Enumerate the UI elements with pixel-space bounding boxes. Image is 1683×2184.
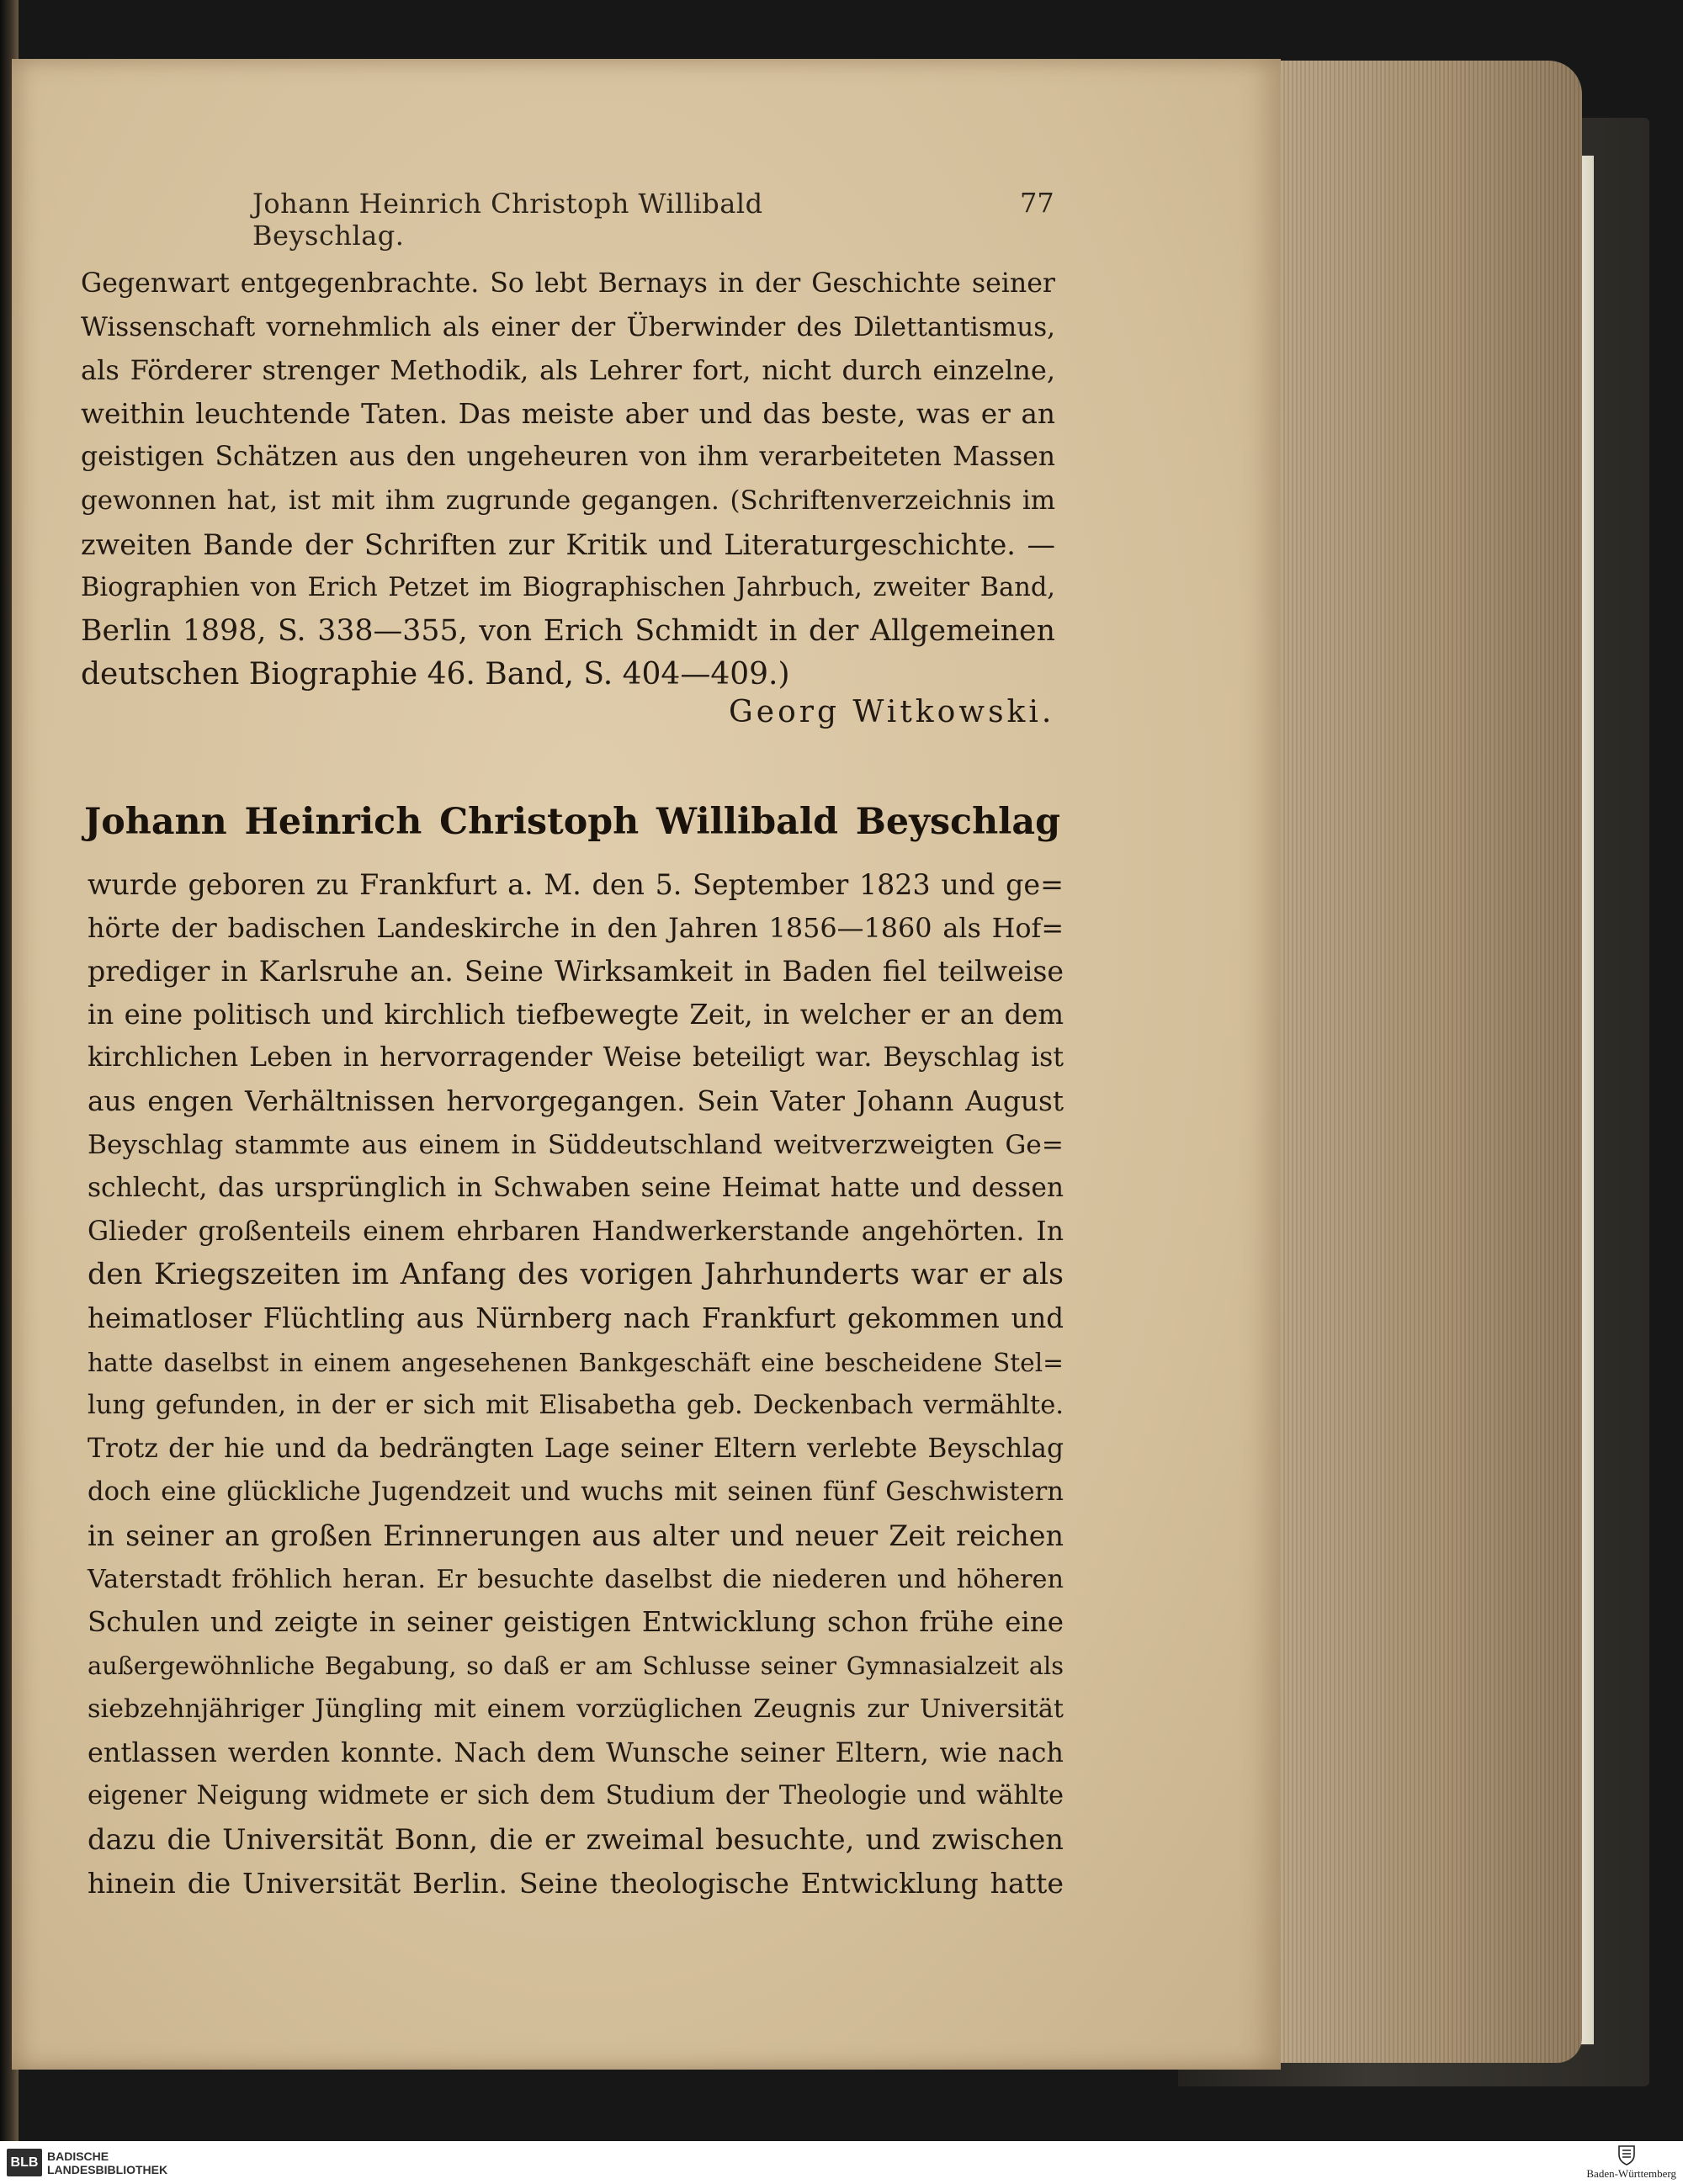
text-line: Glieder großenteils einem ehrbaren Handwerkerstande angehörten. In xyxy=(88,1216,1064,1247)
text-line: zweiten Bande der Schriften zur Kritik und Literaturgeschichte. — xyxy=(81,527,1055,561)
text-line: hinein die Universität Berlin. Seine theologische Entwicklung hatte xyxy=(88,1866,1064,1900)
text-line: hörte der badischen Landeskirche in den Jahren 1856—1860 als Hof= xyxy=(88,911,1064,944)
text-line: hatte daselbst in einem angesehenen Bankgeschäft eine bescheidene Stel= xyxy=(88,1347,1064,1377)
text-line: doch eine glückliche Jugendzeit und wuchs mit seinen fünf Geschwistern xyxy=(88,1477,1064,1508)
text-block-article xyxy=(88,863,1064,1905)
running-head: Johann Heinrich Christoph Willibald Beyschlag. xyxy=(252,188,763,252)
text-line: kirchlichen Leben in hervorragender Weise beteiligt war. Beyschlag ist xyxy=(88,1042,1064,1073)
text-line: Beyschlag stammte aus einem in Süddeutschland weitverzweigten Ge= xyxy=(88,1129,1064,1160)
author-signature: Georg Witkowski. xyxy=(729,695,1055,729)
text-block-previous-article xyxy=(81,262,1055,697)
text-line: heimatloser Flüchtling aus Nürnberg nach Frankfurt gekommen und xyxy=(88,1301,1064,1334)
library-name-line: LANDESBIBLIOTHEK xyxy=(47,2163,168,2176)
text-line: deutschen Biographie 46. Band, S. 404—409.) xyxy=(81,657,790,692)
text-line: wurde geboren zu Frankfurt a. M. den 5. September 1823 und ge= xyxy=(88,868,1064,901)
text-line: prediger in Karlsruhe an. Seine Wirksamkeit in Baden fiel teilweise xyxy=(88,955,1064,989)
text-line: in eine politisch und kirchlich tiefbewegte Zeit, in welcher er an dem xyxy=(88,998,1064,1031)
text-line: den Kriegszeiten im Anfang des vorigen Jahrhunderts war er als xyxy=(88,1258,1064,1292)
coat-of-arms-icon xyxy=(1617,2144,1636,2165)
text-line: siebzehnjähriger Jüngling mit einem vorzüglichen Zeugnis zur Universität xyxy=(88,1694,1064,1725)
viewer-footer xyxy=(0,2141,1683,2184)
text-line: Trotz der hie und da bedrängten Lage seiner Eltern verlebte Beyschlag xyxy=(88,1433,1064,1464)
text-line: schlecht, das ursprünglich in Schwaben seine Heimat hatte und dessen xyxy=(88,1173,1064,1204)
page-number: 77 xyxy=(1020,187,1054,219)
text-line: dazu die Universität Bonn, die er zweimal besuchte, und zwischen xyxy=(88,1823,1064,1857)
text-line: aus engen Verhältnissen hervorgegangen. Sein Vater Johann August xyxy=(88,1084,1064,1117)
library-name-line: BADISCHE xyxy=(47,2150,109,2163)
text-line: weithin leuchtende Taten. Das meiste aber und das beste, was er an xyxy=(81,397,1055,430)
text-line: in seiner an großen Erinnerungen aus alter und neuer Zeit reichen xyxy=(88,1519,1064,1552)
article-title: Johann Heinrich Christoph Willibald Beyschlag xyxy=(84,801,1060,843)
text-line: gewonnen hat, ist mit ihm zugrunde gegangen. (Schriftenverzeichnis im xyxy=(81,485,1055,516)
text-line: als Förderer strenger Methodik, als Lehrer fort, nicht durch einzelne, xyxy=(81,354,1055,387)
text-line: Schulen und zeigte in seiner geistigen Entwicklung schon frühe eine xyxy=(88,1606,1064,1639)
text-line: entlassen werden konnte. Nach dem Wunsche seiner Eltern, wie nach xyxy=(88,1736,1064,1768)
text-line: geistigen Schätzen aus den ungeheuren von ihm verarbeiteten Massen xyxy=(81,442,1055,473)
text-line: Berlin 1898, S. 338—355, von Erich Schmidt in der Allgemeinen xyxy=(81,613,1055,648)
text-line: Gegenwart entgegenbrachte. So lebt Bernays in der Geschichte seiner xyxy=(81,268,1055,299)
blb-logo-icon: BLB xyxy=(7,2149,42,2176)
state-label: Baden-Württemberg xyxy=(1586,2167,1676,2180)
text-line: Biographien von Erich Petzet im Biographischen Jahrbuch, zweiter Band, xyxy=(81,573,1055,603)
library-name xyxy=(47,2150,167,2176)
text-line: Vaterstadt fröhlich heran. Er besuchte daselbst die niederen und höheren xyxy=(88,1564,1064,1594)
text-line: lung gefunden, in der er sich mit Elisabetha geb. Deckenbach vermählte. xyxy=(88,1391,1064,1421)
page-edges xyxy=(1262,61,1582,2063)
text-line: außergewöhnliche Begabung, so daß er am Schlusse seiner Gymnasialzeit als xyxy=(88,1651,1064,1680)
text-line: Wissenschaft vornehmlich als einer der Überwinder des Dilettantismus, xyxy=(81,311,1055,342)
text-line: eigener Neigung widmete er sich dem Studium der Theologie und wählte xyxy=(88,1781,1064,1811)
